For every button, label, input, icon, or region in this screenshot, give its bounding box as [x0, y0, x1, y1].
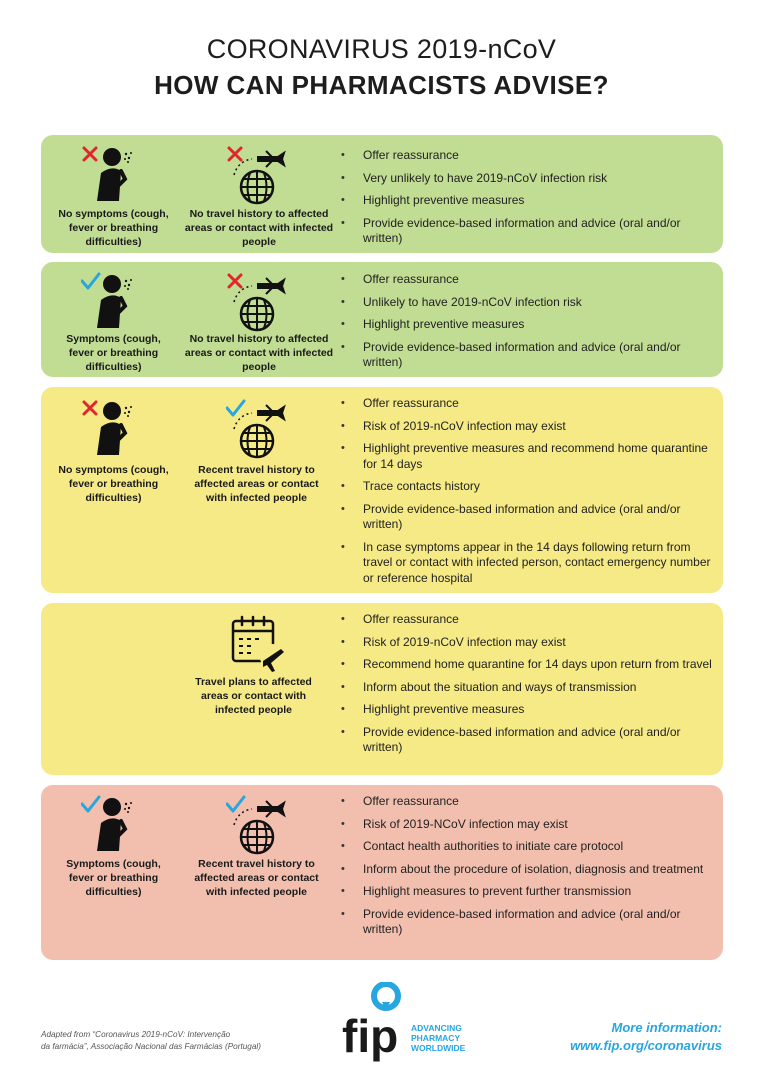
- advice-item: • Offer reassurance: [341, 396, 713, 412]
- advice-list: [341, 794, 713, 945]
- advice-item: • Highlight preventive measures: [341, 317, 713, 333]
- tagline-line: WORLDWIDE: [411, 1043, 466, 1053]
- scenario-card-1: [41, 135, 723, 253]
- advice-item: • Provide evidence-based information and advice (oral and/or written): [341, 907, 713, 938]
- advice-item: • Trace contacts history: [341, 479, 713, 495]
- page-title: CORONAVIRUS 2019-nCoV: [206, 34, 557, 64]
- advice-item: • Highlight preventive measures: [341, 702, 713, 718]
- advice-item: • Offer reassurance: [341, 148, 713, 164]
- advice-list: [341, 272, 713, 378]
- cross-mark-icon: [84, 148, 96, 160]
- calendar-plane-icon: [229, 613, 289, 673]
- symptom-caption: Symptoms (cough, fever or breathing difficulties): [66, 858, 161, 898]
- advice-item: • Inform about the situation and ways of transmission: [341, 680, 713, 696]
- more-info-label: More information:: [611, 1020, 722, 1035]
- advice-list: [341, 612, 713, 763]
- logo-wordmark: fip: [342, 1010, 399, 1062]
- source-line: Adapted from “Coronavirus 2019-nCoV: Intervenção: [41, 1030, 231, 1039]
- page-subtitle: HOW CAN PHARMACISTS ADVISE?: [154, 70, 609, 100]
- advice-item: • Very unlikely to have 2019-nCoV infection risk: [341, 171, 713, 187]
- advice-item: • Risk of 2019-nCoV infection may exist: [341, 419, 713, 435]
- advice-item: • Provide evidence-based information and advice (oral and/or written): [341, 216, 713, 247]
- scenario-card-4: [41, 603, 723, 775]
- advice-item: • Provide evidence-based information and advice (oral and/or written): [341, 340, 713, 371]
- more-info-link[interactable]: www.fip.org/coronavirus: [570, 1038, 722, 1053]
- travel-caption: No travel history to affected areas or contact with infected people: [184, 333, 334, 373]
- travel-caption: No travel history to affected areas or contact with infected people: [184, 208, 334, 248]
- advice-item: • Provide evidence-based information and advice (oral and/or written): [341, 725, 713, 756]
- travel-globe-plane-icon: [226, 272, 286, 332]
- cross-mark-icon: [229, 148, 241, 160]
- advice-item: • Offer reassurance: [341, 612, 713, 628]
- advice-item: • Unlikely to have 2019-nCoV infection risk: [341, 295, 713, 311]
- travel-globe-plane-icon: [226, 795, 286, 855]
- logo-tagline: [411, 1023, 465, 1053]
- advice-item: • Highlight preventive measures and recommend home quarantine for 14 days: [341, 441, 713, 472]
- cross-mark-icon: [229, 275, 241, 287]
- scenario-card-3: [41, 387, 723, 593]
- source-line: da farmácia”, Associação Nacional das Farmácias (Portugal): [41, 1042, 261, 1051]
- scenario-card-5: [41, 785, 723, 960]
- advice-item: • Recommend home quarantine for 14 days upon return from travel: [341, 657, 713, 673]
- cross-mark-icon: [84, 402, 96, 414]
- person-coughing-icon: [81, 272, 141, 332]
- tagline-line: PHARMACY: [411, 1033, 461, 1043]
- source-note: [41, 1029, 301, 1053]
- more-info: [570, 1019, 722, 1055]
- symptom-caption: No symptoms (cough, fever or breathing difficulties): [58, 464, 169, 504]
- advice-item: • Highlight measures to prevent further transmission: [341, 884, 713, 900]
- check-mark-icon: [227, 797, 244, 811]
- check-mark-icon: [227, 401, 244, 415]
- travel-caption: Recent travel history to affected areas or contact with infected people: [194, 464, 319, 504]
- advice-list: [341, 396, 713, 593]
- advice-item: • Offer reassurance: [341, 272, 713, 288]
- person-coughing-icon: [81, 145, 141, 205]
- person-coughing-icon: [81, 399, 141, 459]
- advice-item: • Provide evidence-based information and advice (oral and/or written): [341, 502, 713, 533]
- advice-item: • Inform about the procedure of isolation, diagnosis and treatment: [341, 862, 713, 878]
- travel-globe-plane-icon: [226, 145, 286, 205]
- advice-item: • Risk of 2019-nCoV infection may exist: [341, 635, 713, 651]
- advice-item: • Contact health authorities to initiate care protocol: [341, 839, 713, 855]
- check-mark-icon: [82, 797, 99, 811]
- advice-list: [341, 148, 713, 254]
- symptom-caption: No symptoms (cough, fever or breathing difficulties): [58, 208, 169, 248]
- travel-globe-plane-icon: [226, 399, 286, 459]
- scenario-card-2: [41, 262, 723, 377]
- advice-item: • In case symptoms appear in the 14 days following return from travel or contact with infected person, contact emergency number or reference hospital: [341, 540, 713, 587]
- travel-plans-caption: Travel plans to affected areas or contact with infected people: [195, 676, 312, 716]
- advice-item: • Offer reassurance: [341, 794, 713, 810]
- check-mark-icon: [82, 274, 99, 288]
- advice-item: • Risk of 2019-NCoV infection may exist: [341, 817, 713, 833]
- symptom-caption: Symptoms (cough, fever or breathing difficulties): [66, 333, 161, 373]
- tagline-line: ADVANCING: [411, 1023, 462, 1033]
- advice-item: • Highlight preventive measures: [341, 193, 713, 209]
- person-coughing-icon: [81, 795, 141, 855]
- travel-caption: Recent travel history to affected areas or contact with infected people: [194, 858, 319, 898]
